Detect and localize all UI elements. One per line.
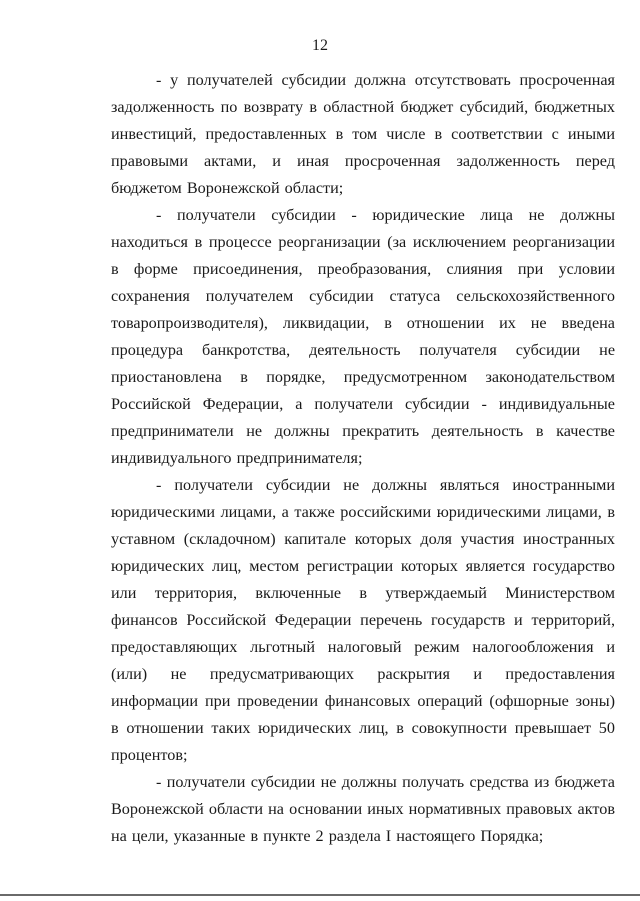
page-number: 12: [312, 37, 328, 54]
paragraph-no-reorganization: - получатели субсидии - юридические лица не должны находиться в процессе реорганизации (за исключением реорганизации в форме присоединения, преобразования, слияния при условии сохранения получателем субсидии статуса сельскохозяйственного товаропроизводителя), ликвидации, в отношении их не введена процедура банкротства, деятельность получателя субсидии не приостановлена в порядке, предусмотренном законодательством Российской Федерации, а получатели субсидии - индивидуальные предприниматели не должны прекратить деятельность в качестве индивидуального предпринимателя;: [111, 206, 615, 467]
paragraph-no-overdue-debt: - у получателей субсидии должна отсутствовать просроченная задолженность по возврату в областной бюджет субсидий, бюджетных инвестиций, предоставленных в том числе в соответствии с иными правовыми актами, и иная просроченная задолженность перед бюджетом Воронежской области;: [111, 71, 615, 197]
document-body: [111, 67, 615, 850]
bottom-divider: [0, 894, 640, 896]
paragraph-no-foreign-entities: - получатели субсидии не должны являться иностранными юридическими лицами, а также российскими юридическими лицами, в уставном (складочном) капитале которых доля участия иностранных юридических лиц, местом регистрации которых является государство или территория, включенные в утверждаемый Министерством финансов Российской Федерации перечень государств и территорий, предоставляющих льготный налоговый режим налогообложения и (или) не предусматривающих раскрытия и предоставления информации при проведении финансовых операций (офшорные зоны) в отношении таких юридических лиц, в совокупности превышает 50 процентов;: [111, 476, 615, 764]
paragraph-no-other-budget-funds: - получатели субсидии не должны получать средства из бюджета Воронежской области на основании иных нормативных правовых актов на цели, указанные в пункте 2 раздела I настоящего Порядка;: [111, 773, 615, 845]
